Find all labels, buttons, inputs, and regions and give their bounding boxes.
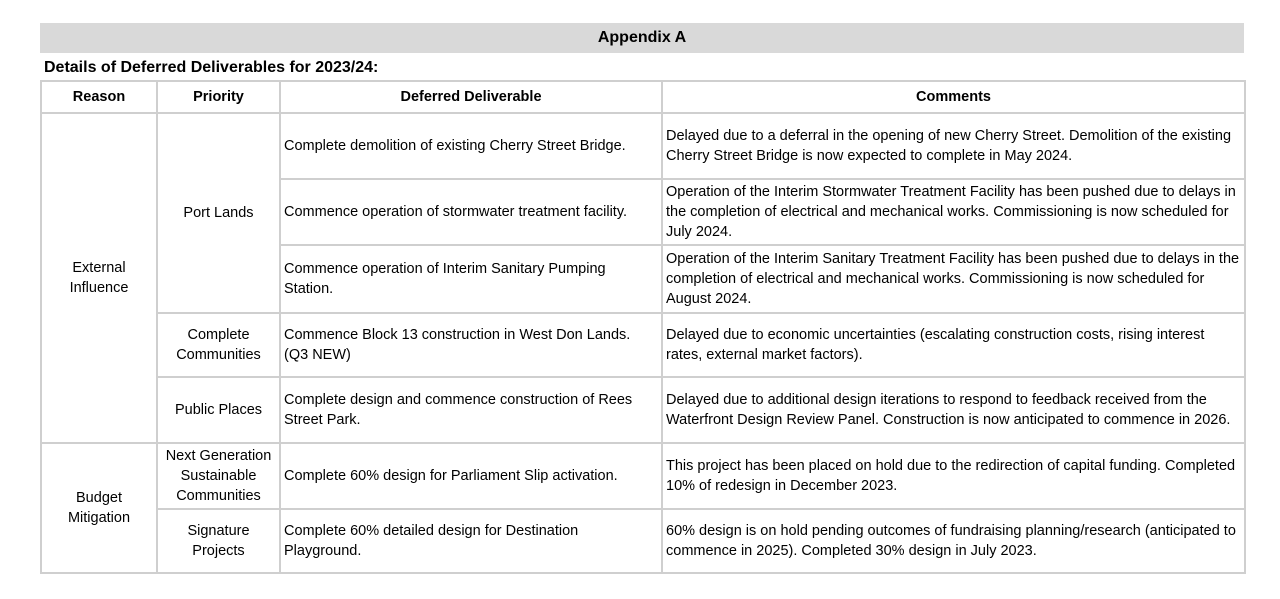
priority-cell: Complete Communities — [157, 313, 280, 377]
appendix-title: Appendix A — [40, 23, 1244, 53]
comment-cell: 60% design is on hold pending outcomes of fundraising planning/research (anticipated to commence in 2025). Completed 30% design in July 2023. — [662, 509, 1245, 573]
deliverable-cell: Complete design and commence construction of Rees Street Park. — [280, 377, 662, 443]
table-row — [41, 377, 1245, 443]
comment-cell: Delayed due to economic uncertainties (escalating construction costs, rising interest rates, external market factors). — [662, 313, 1245, 377]
comment-cell: This project has been placed on hold due to the redirection of capital funding. Completed 10% of redesign in December 2023. — [662, 443, 1245, 509]
comment-cell: Delayed due to additional design iterations to respond to feedback received from the Waterfront Design Review Panel. Construction is now anticipated to commence in 2026. — [662, 377, 1245, 443]
deliverable-cell: Commence operation of Interim Sanitary Pumping Station. — [280, 245, 662, 313]
table-row — [41, 313, 1245, 377]
priority-cell: Next Generation Sustainable Communities — [157, 443, 280, 509]
reason-cell: External Influence — [41, 113, 157, 443]
table-row — [41, 443, 1245, 509]
appendix-section — [40, 23, 1244, 574]
deliverable-cell: Complete demolition of existing Cherry Street Bridge. — [280, 113, 662, 179]
column-header-priority: Priority — [157, 81, 280, 113]
comment-cell: Operation of the Interim Stormwater Treatment Facility has been pushed due to delays in the completion of electrical and mechanical works. Commissioning is now scheduled for July 2024. — [662, 179, 1245, 245]
deferred-deliverables-table — [40, 80, 1246, 574]
deliverable-cell: Commence operation of stormwater treatment facility. — [280, 179, 662, 245]
comment-cell: Operation of the Interim Sanitary Treatment Facility has been pushed due to delays in the completion of electrical and mechanical works. Commissioning is now scheduled for August 2024. — [662, 245, 1245, 313]
column-header-reason: Reason — [41, 81, 157, 113]
reason-cell: Budget Mitigation — [41, 443, 157, 573]
priority-cell: Public Places — [157, 377, 280, 443]
deliverable-cell: Complete 60% detailed design for Destination Playground. — [280, 509, 662, 573]
comment-cell: Delayed due to a deferral in the opening of new Cherry Street. Demolition of the existing Cherry Street Bridge is now expected to complete in May 2024. — [662, 113, 1245, 179]
table-row — [41, 113, 1245, 179]
priority-cell: Signature Projects — [157, 509, 280, 573]
deliverable-cell: Complete 60% design for Parliament Slip activation. — [280, 443, 662, 509]
table-row — [41, 509, 1245, 573]
priority-cell: Port Lands — [157, 113, 280, 313]
deliverable-cell: Commence Block 13 construction in West Don Lands. (Q3 NEW) — [280, 313, 662, 377]
column-header-comments: Comments — [662, 81, 1245, 113]
table-header-row — [41, 81, 1245, 113]
column-header-deliverable: Deferred Deliverable — [280, 81, 662, 113]
table-title: Details of Deferred Deliverables for 2023/24: — [44, 59, 379, 76]
